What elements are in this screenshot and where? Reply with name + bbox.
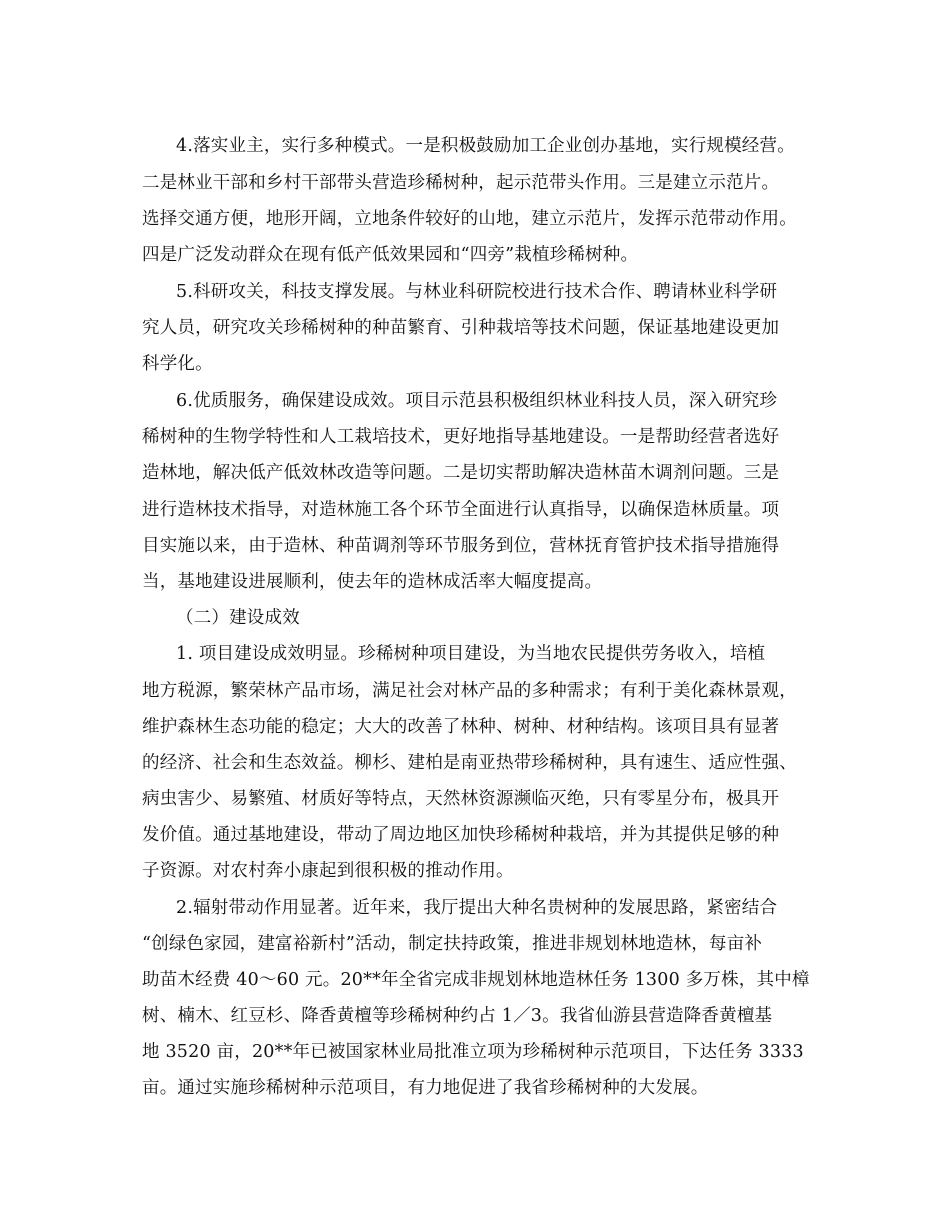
paragraph-6-line-2: 稀树种的生物学特性和人工栽培技术，更好地指导基地建设。一是帮助经营者选好 — [142, 427, 780, 447]
item-1-line-2: 地方税源，繁荣林产品市场，满足社会对林产品的多种需求；有利于美化森林景观， — [142, 681, 797, 701]
paragraph-4-line-2: 二是林业干部和乡村干部带头营造珍稀树种，起示范带头作用。三是建立示范片。 — [142, 173, 780, 193]
item-2-line-1: 2.辐射带动作用显著。近年来，我厅提出大种名贵树种的发展思路，紧密结合 — [176, 898, 778, 918]
paragraph-4-line-4: 四是广泛发动群众在现有低产低效果园和“四旁”栽植珍稀树种。 — [142, 245, 639, 265]
item-2-line-3: 助苗木经费 40～60 元。20**年全省完成非规划林地造林任务 1300 多万株，其中樟 — [142, 970, 810, 990]
item-1-line-5: 病虫害少、易繁殖、材质好等特点，天然林资源濒临灭绝，只有零星分布，极具开 — [142, 789, 780, 809]
paragraph-6-line-3: 造林地，解决低产低效林改造等问题。二是切实帮助解决造林苗木调剂问题。三是 — [142, 463, 780, 483]
paragraph-6-line-4: 进行造林技术指导，对造林施工各个环节全面进行认真指导，以确保造林质量。项 — [142, 500, 780, 520]
paragraph-5-line-3: 科学化。 — [142, 354, 213, 374]
section-heading: （二）建设成效 — [176, 608, 300, 628]
item-2-line-5: 地 3520 亩，20**年已被国家林业局批准立项为珍稀树种示范项目，下达任务 3333 — [142, 1042, 804, 1062]
item-2-line-6: 亩。通过实施珍稀树种示范项目，有力地促进了我省珍稀树种的大发展。 — [142, 1078, 709, 1098]
paragraph-6-line-1: 6.优质服务，确保建设成效。项目示范县积极组织林业科技人员，深入研究珍 — [176, 391, 778, 411]
item-1-line-7: 子资源。对农村奔小康起到很积极的推动作用。 — [142, 861, 514, 881]
item-1-line-3: 维护森林生态功能的稳定；大大的改善了林种、树种、材种结构。该项目具有显著 — [142, 717, 780, 737]
item-1-line-1: 1. 项目建设成效明显。珍稀树种项目建设，为当地农民提供劳务收入，培植 — [176, 644, 766, 664]
item-2-line-2: “创绿色家园，建富裕新村”活动，制定扶持政策，推进非规划林地造林，每亩补 — [142, 934, 763, 954]
paragraph-4-line-3: 选择交通方便，地形开阔，立地条件较好的山地，建立示范片，发挥示范带动作用。 — [142, 209, 797, 229]
paragraph-5-line-2: 究人员，研究攻关珍稀树种的种苗繁育、引种栽培等技术问题，保证基地建设更加 — [142, 318, 780, 338]
item-1-line-4: 的经济、社会和生态效益。柳杉、建柏是南亚热带珍稀树种，具有速生、适应性强、 — [142, 753, 797, 773]
paragraph-6-line-5: 目实施以来，由于造林、种苗调剂等环节服务到位，营林抚育管护技术指导措施得 — [142, 536, 780, 556]
paragraph-6-line-6: 当，基地建设进展顺利，使去年的造林成活率大幅度提高。 — [142, 572, 603, 592]
item-2-line-4: 树、楠木、红豆杉、降香黄檀等珍稀树种约占 1／3。我省仙游县营造降香黄檀基 — [142, 1006, 773, 1026]
paragraph-5-line-1: 5.科研攻关，科技支撑发展。与林业科研院校进行技术合作、聘请林业科学研 — [176, 282, 778, 302]
paragraph-4-line-1: 4.落实业主，实行多种模式。一是积极鼓励加工企业创办基地，实行规模经营。 — [176, 136, 795, 156]
item-1-line-6: 发价值。通过基地建设，带动了周边地区加快珍稀树种栽培，并为其提供足够的种 — [142, 825, 780, 845]
